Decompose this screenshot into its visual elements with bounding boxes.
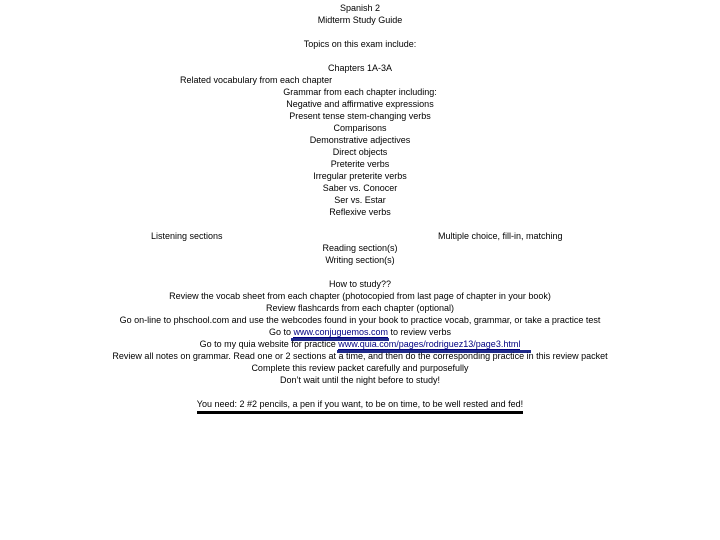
- grammar-intro: Grammar from each chapter including:: [283, 87, 437, 97]
- grammar-item: Present tense stem-changing verbs: [289, 111, 431, 121]
- grammar-item: Preterite verbs: [330, 159, 390, 169]
- study-tip-text: to review verbs: [388, 327, 452, 337]
- study-heading: How to study??: [328, 279, 392, 289]
- course-name: Spanish 2: [339, 3, 381, 13]
- study-tip: Review flashcards from each chapter (optional): [265, 303, 455, 313]
- study-tip-quia: [0, 338, 720, 350]
- grammar-item: Saber vs. Conocer: [322, 183, 398, 193]
- topics-intro: Topics on this exam include:: [303, 39, 417, 49]
- supplies-text: You need: 2 #2 pencils, a pen if you want, to be on time, to be well rested and fed!: [197, 398, 523, 414]
- grammar-item: Ser vs. Estar: [334, 195, 386, 205]
- writing-section: Writing section(s): [325, 255, 395, 265]
- study-tip-conjuguemos: [0, 326, 720, 338]
- conjuguemos-link[interactable]: www.conjuguemos.com: [293, 327, 389, 337]
- supplies-note: [0, 398, 720, 410]
- grammar-item: Irregular preterite verbs: [313, 171, 407, 181]
- study-tip-text: Go to: [268, 327, 294, 337]
- document-title: Midterm Study Guide: [317, 15, 403, 25]
- quia-link[interactable]: www.quia.com/pages/rodriguez13/page3.html: [338, 339, 521, 349]
- question-formats: Multiple choice, fill-in, matching: [438, 231, 563, 241]
- chapters-range: Chapters 1A-3A: [327, 63, 393, 73]
- vocabulary-item: Related vocabulary from each chapter: [180, 75, 333, 85]
- listening-section: Listening sections: [151, 231, 223, 241]
- study-tip: Review the vocab sheet from each chapter (photocopied from last page of chapter in your book): [169, 291, 551, 301]
- study-tip-text: Go to my quia website for practice: [199, 339, 339, 349]
- grammar-item: Reflexive verbs: [329, 207, 391, 217]
- grammar-item: Direct objects: [332, 147, 388, 157]
- grammar-item: Negative and affirmative expressions: [286, 99, 434, 109]
- grammar-item: Demonstrative adjectives: [309, 135, 411, 145]
- study-tip: Don’t wait until the night before to study!: [279, 375, 441, 385]
- study-tip: Review all notes on grammar. Read one or 2 sections at a time, and then do the corresponding practice in this review packet: [112, 351, 608, 361]
- reading-section: Reading section(s): [322, 243, 398, 253]
- study-tip: Go on-line to phschool.com and use the webcodes found in your book to practice vocab, grammar, or take a practice test: [119, 315, 601, 325]
- study-tip: Complete this review packet carefully and purposefully: [251, 363, 469, 373]
- grammar-item: Comparisons: [333, 123, 387, 133]
